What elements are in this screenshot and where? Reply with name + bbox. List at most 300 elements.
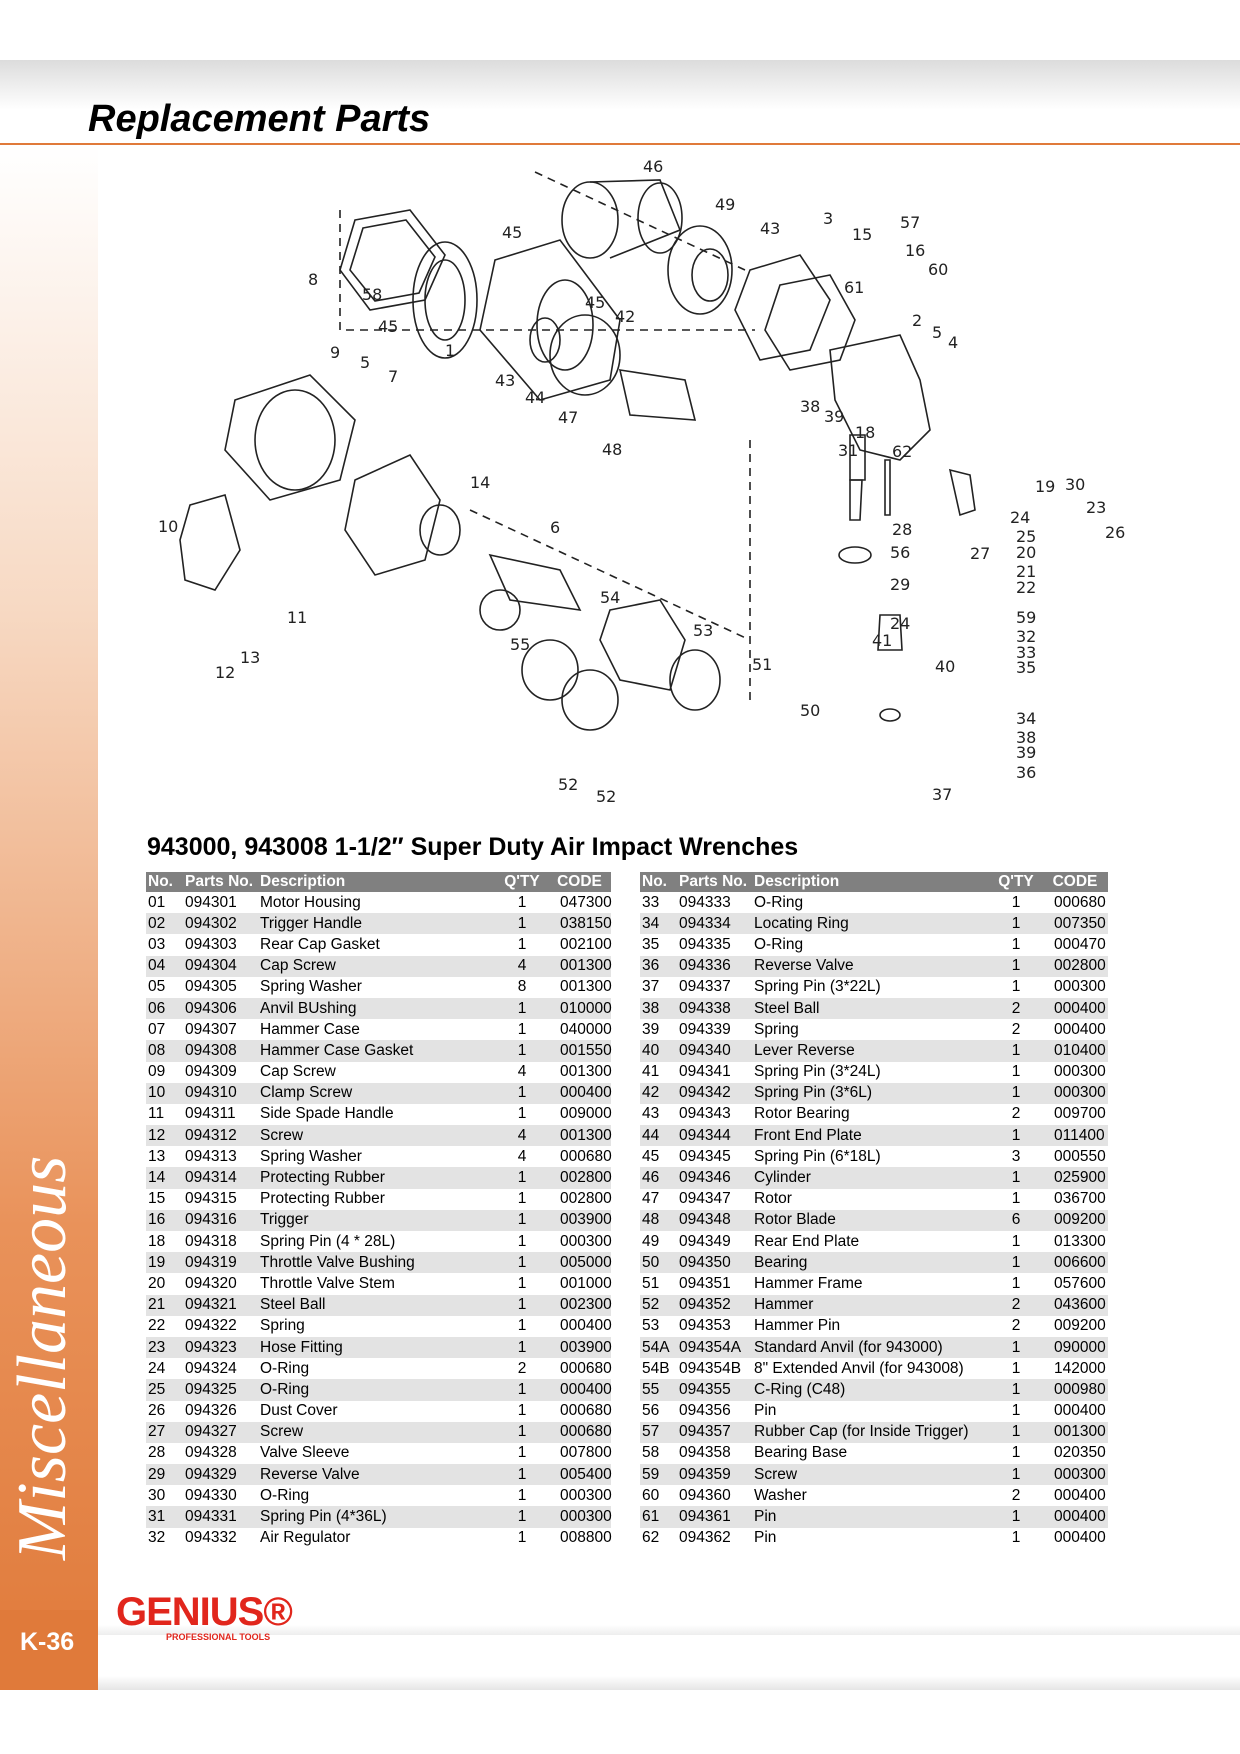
cell-code: 000300 bbox=[560, 1232, 612, 1250]
callout: 39 bbox=[824, 407, 845, 426]
callout: 51 bbox=[752, 655, 773, 674]
cell-no: 13 bbox=[148, 1147, 166, 1165]
cell-parts-no: 094329 bbox=[183, 1464, 258, 1485]
cell-description: Washer bbox=[754, 1486, 807, 1504]
cell-code: 009000 bbox=[560, 1105, 612, 1123]
cell-parts-no: 094334 bbox=[677, 913, 752, 934]
cell-description: Steel Ball bbox=[258, 1295, 496, 1316]
cell-description: Trigger Handle bbox=[258, 913, 496, 934]
cell-description: Hose Fitting bbox=[258, 1337, 496, 1358]
cell-parts-no: 094349 bbox=[679, 1232, 731, 1250]
cell-qty: 1 bbox=[990, 1464, 1040, 1485]
table-row bbox=[640, 1506, 1108, 1527]
cell-description: Dust Cover bbox=[260, 1402, 338, 1420]
cell-qty: 1 bbox=[1011, 1402, 1021, 1420]
cell-no: 47 bbox=[642, 1190, 660, 1208]
callout: 14 bbox=[470, 473, 491, 492]
cell-no: 56 bbox=[642, 1402, 660, 1420]
table-row bbox=[146, 1485, 611, 1506]
cell-parts-no: 094322 bbox=[185, 1317, 237, 1335]
cell-code: 040000 bbox=[560, 1020, 612, 1038]
parts-table-right bbox=[640, 872, 1108, 1549]
cell-code: 000400 bbox=[1054, 1020, 1106, 1038]
callout: 19 bbox=[1035, 477, 1056, 496]
callout: 35 bbox=[1016, 658, 1037, 677]
cell-parts-no: 094315 bbox=[185, 1190, 237, 1208]
table-row bbox=[640, 1422, 1108, 1443]
cell-parts-no: 094324 bbox=[185, 1359, 237, 1377]
callout: 7 bbox=[388, 367, 399, 386]
cell-qty: 1 bbox=[990, 1125, 1040, 1146]
cell-no: 15 bbox=[148, 1190, 166, 1208]
callout: 30 bbox=[1065, 475, 1086, 494]
table-row bbox=[146, 1189, 611, 1210]
callout: 21 bbox=[1016, 562, 1037, 581]
table-title: 943000, 943008 1-1/2″ Super Duty Air Impact Wrenches bbox=[147, 833, 799, 861]
cell-qty: 4 bbox=[496, 1125, 546, 1146]
cell-no: 03 bbox=[148, 935, 166, 953]
callout: 23 bbox=[1086, 498, 1107, 517]
table-row bbox=[146, 1146, 611, 1167]
cell-description: Pin bbox=[754, 1402, 777, 1420]
cell-parts-no: 094342 bbox=[677, 1083, 752, 1104]
callout: 38 bbox=[1016, 728, 1037, 747]
callout: 46 bbox=[643, 160, 664, 176]
cell-qty: 1 bbox=[990, 913, 1040, 934]
col-code: CODE bbox=[546, 872, 611, 892]
cell-description: Locating Ring bbox=[752, 913, 990, 934]
table-row bbox=[146, 1167, 611, 1188]
cell-qty: 1 bbox=[517, 1190, 527, 1208]
cell-no: 45 bbox=[642, 1147, 660, 1165]
cell-qty: 2 bbox=[990, 998, 1040, 1019]
c-ring-shape bbox=[480, 590, 520, 630]
cell-parts-no: 094309 bbox=[185, 1063, 237, 1081]
callout: 22 bbox=[1016, 578, 1037, 597]
hammer-case-shape bbox=[255, 390, 335, 490]
cell-parts-no: 094348 bbox=[677, 1210, 752, 1231]
cell-no: 60 bbox=[642, 1486, 660, 1504]
cell-code: 001300 bbox=[1040, 1422, 1108, 1443]
cell-code: 002800 bbox=[560, 1190, 612, 1208]
cell-no: 50 bbox=[640, 1252, 677, 1273]
cell-code: 007350 bbox=[1040, 913, 1108, 934]
table-row bbox=[640, 1379, 1108, 1400]
cell-no: 14 bbox=[146, 1167, 183, 1188]
cell-qty: 1 bbox=[517, 1444, 527, 1462]
cell-description: Rotor Bearing bbox=[754, 1105, 850, 1123]
cell-parts-no: 094346 bbox=[677, 1167, 752, 1188]
callout: 36 bbox=[1016, 763, 1037, 782]
cell-qty: 1 bbox=[517, 1317, 527, 1335]
cell-description: Spring bbox=[754, 1020, 799, 1038]
table-row bbox=[146, 998, 611, 1019]
cell-no: 57 bbox=[640, 1422, 677, 1443]
parts-table-left-body bbox=[146, 892, 611, 1549]
callout: 12 bbox=[215, 663, 236, 682]
cell-parts-no: 094320 bbox=[185, 1274, 237, 1292]
cell-no: 37 bbox=[642, 978, 660, 996]
cell-qty: 1 bbox=[990, 956, 1040, 977]
cell-parts-no: 094318 bbox=[185, 1232, 237, 1250]
table-row bbox=[640, 913, 1108, 934]
cell-description: Spring Pin (3*22L) bbox=[754, 978, 881, 996]
cell-qty: 1 bbox=[496, 1083, 546, 1104]
table-row bbox=[640, 956, 1108, 977]
cell-parts-no: 094335 bbox=[679, 935, 731, 953]
cell-description: Anvil BUshing bbox=[258, 998, 496, 1019]
cell-parts-no: 094333 bbox=[679, 893, 731, 911]
cell-code: 000550 bbox=[1054, 1147, 1106, 1165]
cell-qty: 1 bbox=[517, 893, 527, 911]
cell-code: 000400 bbox=[1054, 1402, 1106, 1420]
cell-no: 33 bbox=[642, 893, 660, 911]
table-row bbox=[146, 1401, 611, 1422]
callout: 2 bbox=[912, 311, 923, 330]
table-row bbox=[146, 1040, 611, 1061]
cell-no: 36 bbox=[640, 956, 677, 977]
cell-parts-no: 094327 bbox=[183, 1422, 258, 1443]
cell-qty: 1 bbox=[496, 1167, 546, 1188]
cell-qty: 3 bbox=[1011, 1147, 1021, 1165]
callout: 15 bbox=[852, 225, 873, 244]
callout: 50 bbox=[800, 701, 821, 720]
cell-parts-no: 094344 bbox=[677, 1125, 752, 1146]
table-row bbox=[640, 1316, 1108, 1337]
cell-qty: 1 bbox=[990, 1083, 1040, 1104]
table-row bbox=[640, 1358, 1108, 1379]
cell-description: Motor Housing bbox=[260, 893, 361, 911]
callout: 45 bbox=[378, 317, 399, 336]
hammer-shape bbox=[562, 670, 618, 730]
cell-qty: 1 bbox=[1011, 1444, 1021, 1462]
cell-qty: 1 bbox=[496, 1252, 546, 1273]
cell-qty: 1 bbox=[1011, 1190, 1021, 1208]
cell-code: 000680 bbox=[560, 1359, 612, 1377]
cell-parts-no: 094325 bbox=[183, 1379, 258, 1400]
cell-qty: 4 bbox=[517, 1147, 527, 1165]
cell-qty: 1 bbox=[517, 1020, 527, 1038]
cell-description: Hammer Case bbox=[260, 1020, 360, 1038]
callout: 44 bbox=[525, 388, 546, 407]
cell-no: 53 bbox=[642, 1317, 660, 1335]
table-row bbox=[146, 913, 611, 934]
callout: 18 bbox=[855, 423, 876, 442]
cylinder-shape bbox=[590, 180, 680, 258]
table-row bbox=[146, 1464, 611, 1485]
cell-code: 001300 bbox=[546, 1125, 611, 1146]
cell-parts-no: 094314 bbox=[183, 1167, 258, 1188]
brand-logo-text: GENIUS® bbox=[116, 1590, 292, 1634]
cell-no: 59 bbox=[640, 1464, 677, 1485]
table-row bbox=[146, 1528, 611, 1549]
cell-qty: 1 bbox=[517, 935, 527, 953]
cell-no: 35 bbox=[642, 935, 660, 953]
cell-description: Reverse Valve bbox=[752, 956, 990, 977]
cell-no: 43 bbox=[642, 1105, 660, 1123]
cell-parts-no: 094302 bbox=[183, 913, 258, 934]
cell-no: 12 bbox=[146, 1125, 183, 1146]
cell-description: Air Regulator bbox=[260, 1529, 351, 1547]
cell-code: 010000 bbox=[546, 998, 611, 1019]
cell-code: 002800 bbox=[1040, 956, 1108, 977]
table-row bbox=[146, 1443, 611, 1464]
cell-description: O-Ring bbox=[754, 935, 804, 953]
callout: 42 bbox=[615, 307, 636, 326]
bearing-base-shape bbox=[425, 260, 465, 340]
cell-qty: 1 bbox=[517, 1402, 527, 1420]
table-row bbox=[146, 1252, 611, 1273]
section-label: Miscellaneous bbox=[4, 1155, 81, 1560]
cell-code: 005400 bbox=[546, 1464, 611, 1485]
cell-code: 000400 bbox=[546, 1379, 611, 1400]
cell-description: Cap Screw bbox=[258, 956, 496, 977]
cell-no: 08 bbox=[146, 1040, 183, 1061]
cell-code: 002300 bbox=[546, 1295, 611, 1316]
cell-no: 21 bbox=[146, 1295, 183, 1316]
cell-no: 62 bbox=[642, 1529, 660, 1547]
cell-qty: 2 bbox=[1011, 1317, 1021, 1335]
cell-code: 000980 bbox=[1040, 1379, 1108, 1400]
cell-description: Cylinder bbox=[752, 1167, 990, 1188]
cell-parts-no: 094340 bbox=[677, 1040, 752, 1061]
cell-description: Steel Ball bbox=[752, 998, 990, 1019]
cell-qty: 2 bbox=[517, 1359, 527, 1377]
table-row bbox=[640, 977, 1108, 998]
cell-parts-no: 094339 bbox=[679, 1020, 731, 1038]
cell-qty: 1 bbox=[990, 1379, 1040, 1400]
cell-parts-no: 094352 bbox=[677, 1295, 752, 1316]
callout: 8 bbox=[308, 270, 319, 289]
callout: 37 bbox=[932, 785, 953, 804]
table-row bbox=[640, 1167, 1108, 1188]
callout: 62 bbox=[892, 442, 913, 461]
col-parts-no: Parts No. bbox=[183, 872, 258, 892]
table-row bbox=[146, 1019, 611, 1040]
cell-parts-no: 094360 bbox=[679, 1486, 731, 1504]
cell-description: C-Ring (C48) bbox=[752, 1379, 990, 1400]
cell-description: Hammer Frame bbox=[754, 1274, 863, 1292]
table-row bbox=[640, 1083, 1108, 1104]
cell-code: 000400 bbox=[1040, 998, 1108, 1019]
table-row bbox=[640, 1464, 1108, 1485]
table-header-row bbox=[146, 872, 611, 892]
callout: 16 bbox=[905, 241, 926, 260]
table-row bbox=[640, 1528, 1108, 1549]
cell-parts-no: 094353 bbox=[679, 1317, 731, 1335]
table-row bbox=[146, 977, 611, 998]
cell-code: 005000 bbox=[546, 1252, 611, 1273]
cell-qty: 1 bbox=[990, 1167, 1040, 1188]
table-row bbox=[146, 1231, 611, 1252]
cell-code: 000400 bbox=[1040, 1506, 1108, 1527]
cell-qty: 1 bbox=[496, 1295, 546, 1316]
cell-code: 000680 bbox=[1054, 893, 1106, 911]
cell-qty: 1 bbox=[496, 1379, 546, 1400]
cell-code: 000400 bbox=[1054, 1486, 1106, 1504]
cell-no: 42 bbox=[640, 1083, 677, 1104]
cell-code: 002100 bbox=[560, 935, 612, 953]
cell-code: 000300 bbox=[1040, 1083, 1108, 1104]
cell-code: 000400 bbox=[546, 1083, 611, 1104]
cell-qty: 1 bbox=[1011, 1359, 1021, 1377]
cell-description: Spring Pin (3*6L) bbox=[752, 1083, 990, 1104]
cell-no: 28 bbox=[148, 1444, 166, 1462]
cell-no: 09 bbox=[148, 1063, 166, 1081]
cell-qty: 1 bbox=[990, 1337, 1040, 1358]
bearing-shape bbox=[670, 650, 720, 710]
col-parts-no: Parts No. bbox=[677, 872, 752, 892]
cell-qty: 1 bbox=[517, 1232, 527, 1250]
cell-code: 001300 bbox=[560, 978, 612, 996]
cell-code: 000300 bbox=[560, 1486, 612, 1504]
cell-parts-no: 094355 bbox=[677, 1379, 752, 1400]
callout: 5 bbox=[932, 323, 943, 342]
cell-no: 38 bbox=[640, 998, 677, 1019]
cell-qty: 1 bbox=[496, 1337, 546, 1358]
cell-description: Standard Anvil (for 943000) bbox=[752, 1337, 990, 1358]
callout: 56 bbox=[890, 543, 911, 562]
table-row bbox=[640, 934, 1108, 955]
cell-qty: 6 bbox=[990, 1210, 1040, 1231]
cell-parts-no: 094316 bbox=[183, 1210, 258, 1231]
table-row bbox=[146, 1104, 611, 1125]
table-row bbox=[146, 1379, 611, 1400]
cell-parts-no: 094356 bbox=[679, 1402, 731, 1420]
cell-qty: 1 bbox=[1011, 935, 1021, 953]
callout: 13 bbox=[240, 648, 261, 667]
cell-no: 27 bbox=[146, 1422, 183, 1443]
table-row bbox=[146, 1337, 611, 1358]
cell-no: 16 bbox=[146, 1210, 183, 1231]
callout: 6 bbox=[550, 518, 561, 537]
cell-code: 007800 bbox=[560, 1444, 612, 1462]
cell-qty: 1 bbox=[517, 1274, 527, 1292]
callout: 54 bbox=[600, 588, 621, 607]
cell-qty: 2 bbox=[1011, 1020, 1021, 1038]
cell-code: 000470 bbox=[1054, 935, 1106, 953]
cell-code: 001550 bbox=[546, 1040, 611, 1061]
cell-description: Clamp Screw bbox=[258, 1083, 496, 1104]
cell-qty: 1 bbox=[990, 1422, 1040, 1443]
rear-gasket-shape bbox=[735, 255, 830, 360]
table-row bbox=[640, 1252, 1108, 1273]
cell-no: 49 bbox=[642, 1232, 660, 1250]
cell-parts-no: 094313 bbox=[185, 1147, 237, 1165]
cell-parts-no: 094354A bbox=[677, 1337, 752, 1358]
cell-no: 58 bbox=[642, 1444, 660, 1462]
cell-code: 000400 bbox=[1054, 1529, 1106, 1547]
cell-no: 30 bbox=[148, 1486, 166, 1504]
cell-parts-no: 094345 bbox=[679, 1147, 731, 1165]
col-code: CODE bbox=[1040, 872, 1108, 892]
cell-parts-no: 094323 bbox=[183, 1337, 258, 1358]
cell-qty: 1 bbox=[1011, 978, 1021, 996]
cell-description: Spring Pin (6*18L) bbox=[754, 1147, 881, 1165]
table-row bbox=[146, 1316, 611, 1337]
table-row bbox=[146, 1125, 611, 1146]
callout: 25 bbox=[1016, 527, 1037, 546]
diagram-svg bbox=[140, 160, 1140, 820]
cell-no: 25 bbox=[146, 1379, 183, 1400]
title-divider bbox=[0, 143, 1240, 145]
callout: 47 bbox=[558, 408, 579, 427]
cell-qty: 1 bbox=[1011, 1063, 1021, 1081]
cell-description: Hammer Case Gasket bbox=[258, 1040, 496, 1061]
cell-parts-no: 094338 bbox=[677, 998, 752, 1019]
table-row bbox=[146, 892, 611, 913]
table-row bbox=[640, 998, 1108, 1019]
cell-code: 000300 bbox=[1054, 978, 1106, 996]
callout: 58 bbox=[362, 285, 383, 304]
table-header-row bbox=[640, 872, 1108, 892]
cell-code: 006600 bbox=[1040, 1252, 1108, 1273]
cell-description: Bearing Base bbox=[754, 1444, 848, 1462]
table-row bbox=[640, 1401, 1108, 1422]
hose-fitting-shape bbox=[950, 470, 975, 515]
cell-no: 34 bbox=[640, 913, 677, 934]
valve-stem-shape bbox=[885, 460, 890, 515]
cell-qty: 2 bbox=[1011, 1486, 1021, 1504]
cell-qty: 1 bbox=[496, 1506, 546, 1527]
cell-description: Spring Pin (4*36L) bbox=[258, 1506, 496, 1527]
cylinder-shape bbox=[562, 182, 618, 258]
callout: 45 bbox=[585, 293, 606, 312]
cell-parts-no: 094307 bbox=[185, 1020, 237, 1038]
cell-code: 001300 bbox=[546, 956, 611, 977]
cell-parts-no: 094337 bbox=[679, 978, 731, 996]
cell-qty: 1 bbox=[517, 1105, 527, 1123]
cell-description: Hammer bbox=[752, 1295, 990, 1316]
cell-no: 46 bbox=[640, 1167, 677, 1188]
col-description: Description bbox=[752, 872, 990, 892]
cell-qty: 8 bbox=[517, 978, 527, 996]
cell-description: Screw bbox=[752, 1464, 990, 1485]
callout: 3 bbox=[823, 209, 834, 228]
page-number: K-36 bbox=[20, 1628, 75, 1656]
table-row bbox=[640, 1485, 1108, 1506]
cell-parts-no: 094312 bbox=[183, 1125, 258, 1146]
cell-parts-no: 094350 bbox=[677, 1252, 752, 1273]
reverse-valve-shape bbox=[850, 480, 862, 520]
rotor-shape bbox=[620, 370, 695, 420]
cell-description: Reverse Valve bbox=[258, 1464, 496, 1485]
cell-description: O-Ring bbox=[260, 1486, 310, 1504]
cell-no: 61 bbox=[640, 1506, 677, 1527]
cell-parts-no: 094305 bbox=[185, 978, 237, 996]
cell-parts-no: 094336 bbox=[677, 956, 752, 977]
callout: 48 bbox=[602, 440, 623, 459]
cell-code: 002800 bbox=[546, 1167, 611, 1188]
cell-no: 55 bbox=[640, 1379, 677, 1400]
cell-code: 000680 bbox=[560, 1402, 612, 1420]
cell-code: 003900 bbox=[546, 1210, 611, 1231]
cell-qty: 1 bbox=[517, 1486, 527, 1504]
cell-no: 52 bbox=[640, 1295, 677, 1316]
cell-description: Rear End Plate bbox=[754, 1232, 860, 1250]
cell-code: 025900 bbox=[1040, 1167, 1108, 1188]
cell-description: Screw bbox=[258, 1125, 496, 1146]
cell-description: Spring Pin (3*24L) bbox=[754, 1063, 881, 1081]
cell-description: Throttle Valve Bushing bbox=[258, 1252, 496, 1273]
callout: 43 bbox=[495, 371, 516, 390]
cell-description: Rear Cap Gasket bbox=[260, 935, 380, 953]
table-row bbox=[146, 1295, 611, 1316]
cell-parts-no: 094343 bbox=[679, 1105, 731, 1123]
cell-description: Cap Screw bbox=[260, 1063, 336, 1081]
cell-parts-no: 094319 bbox=[183, 1252, 258, 1273]
cell-parts-no: 094321 bbox=[183, 1295, 258, 1316]
